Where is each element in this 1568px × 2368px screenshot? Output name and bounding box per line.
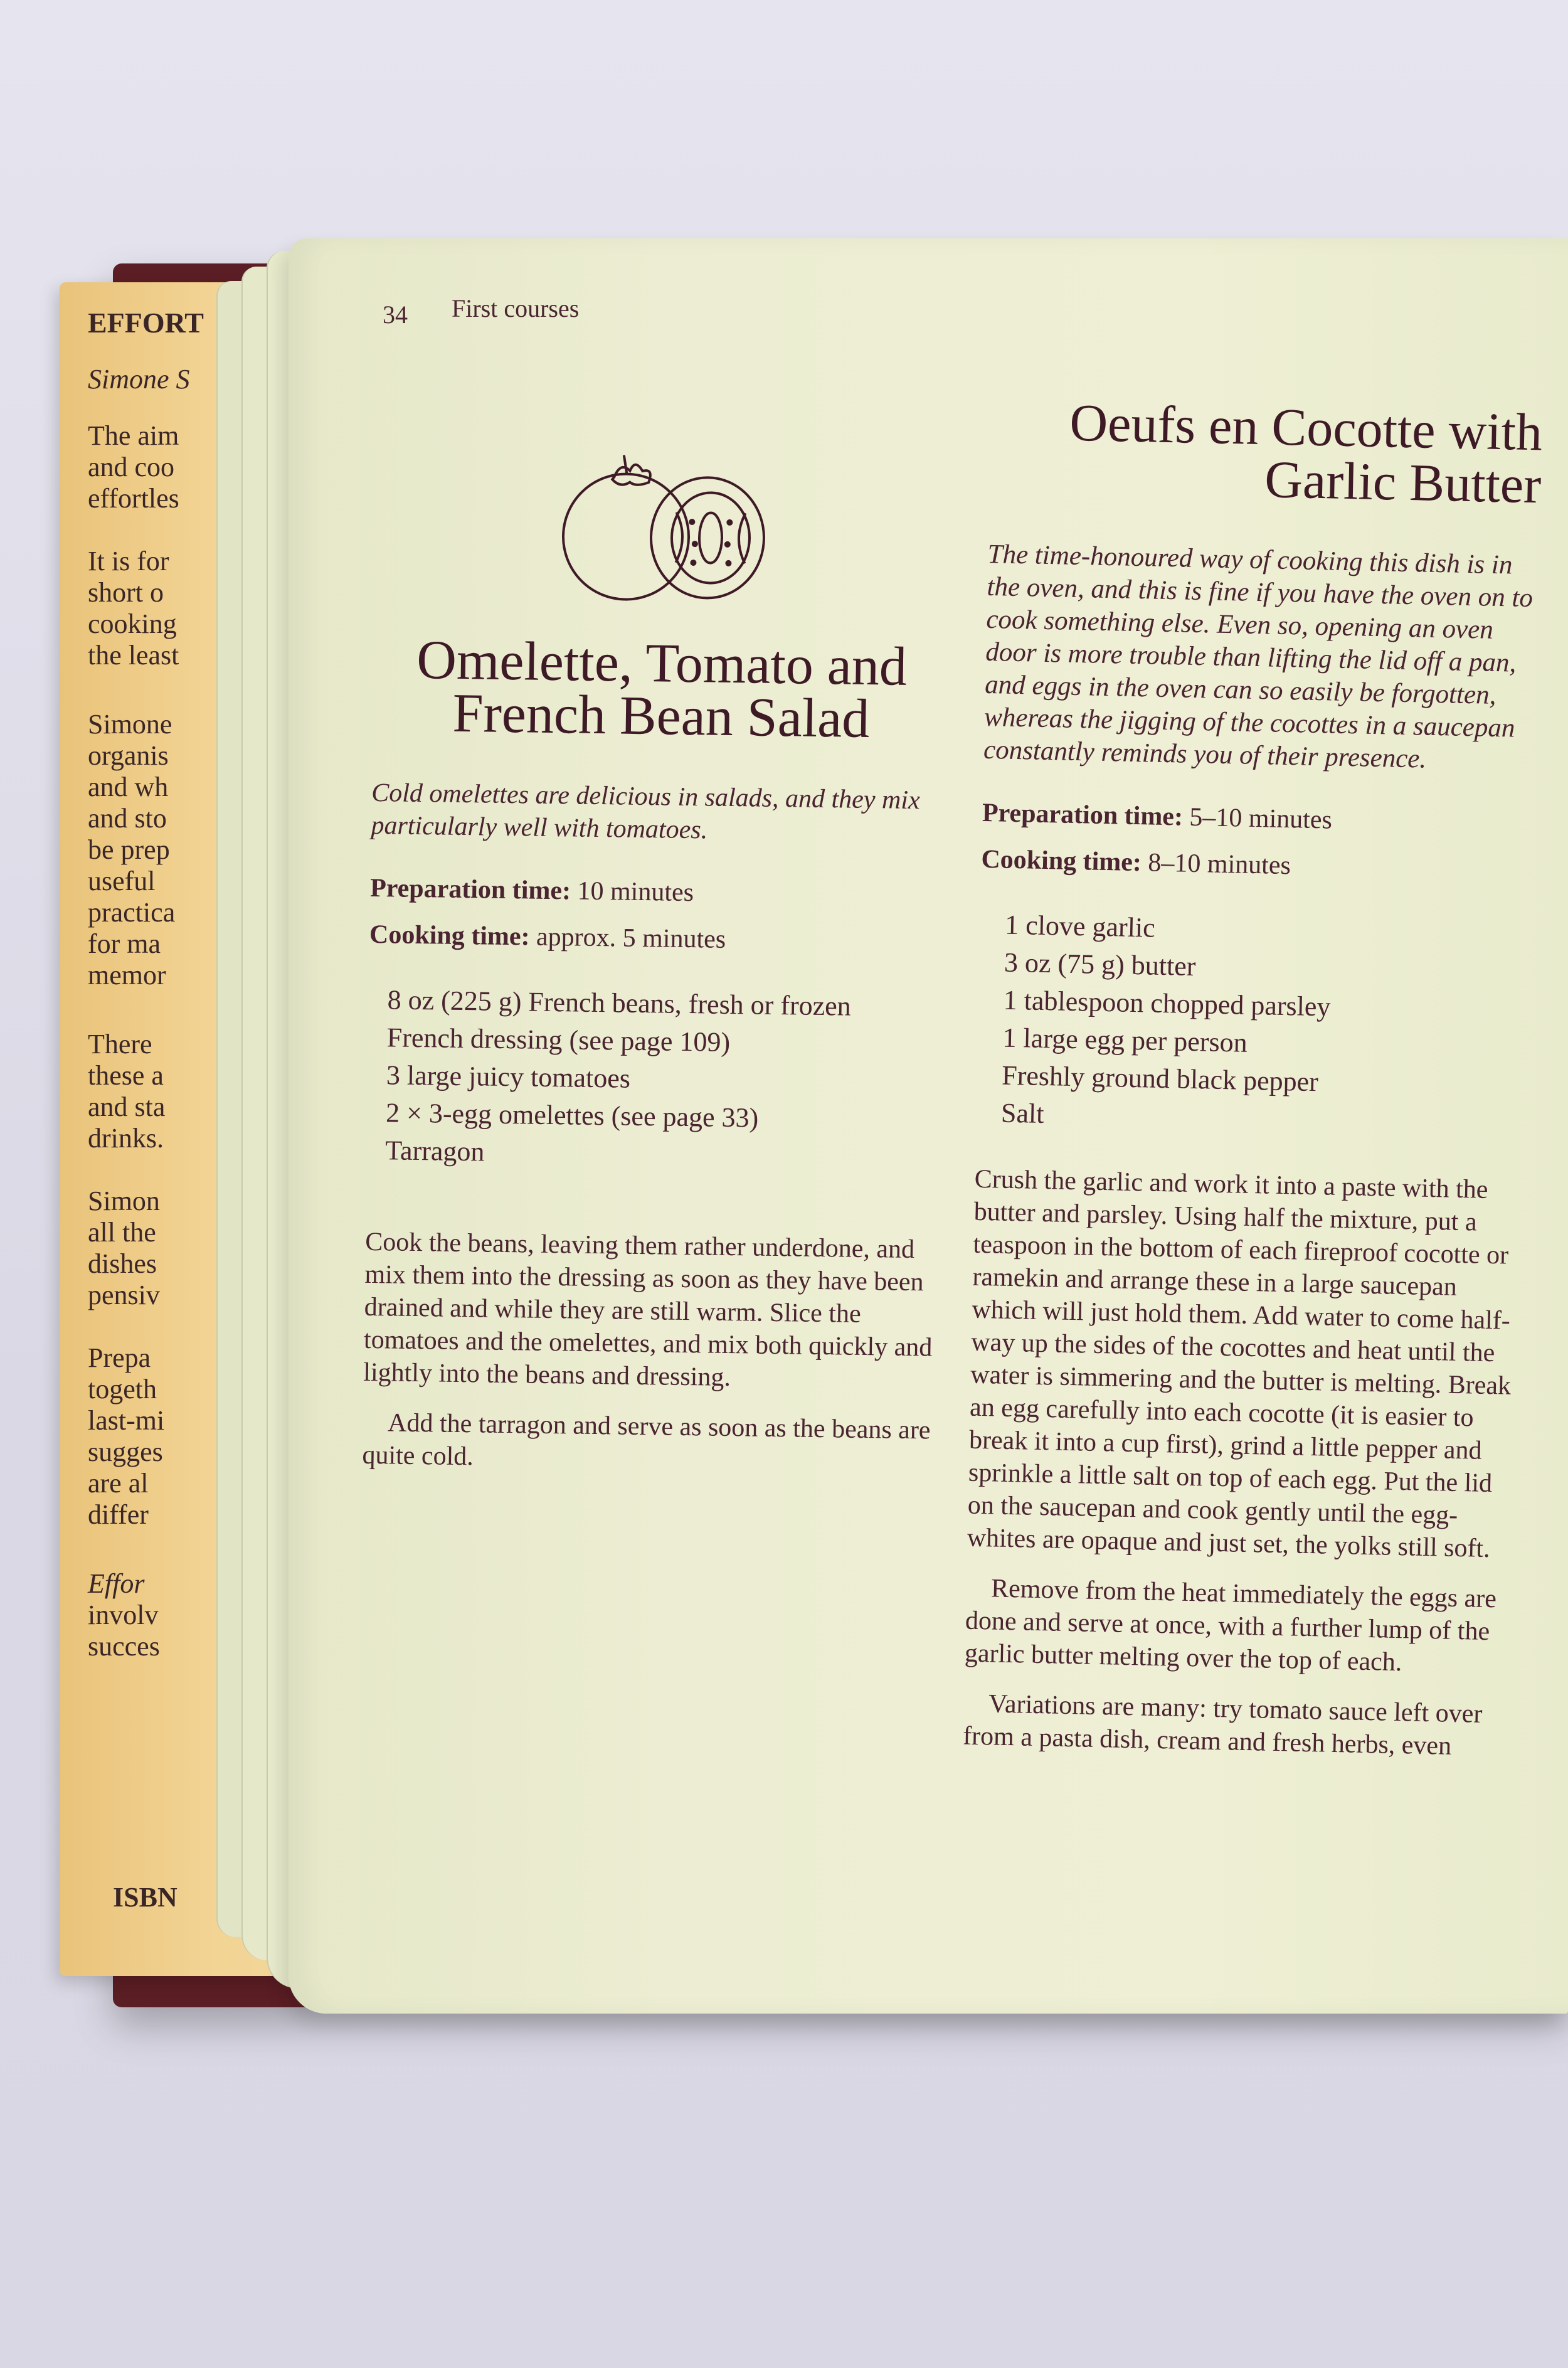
jacket-line: short o: [88, 577, 164, 608]
jacket-line: and sto: [88, 803, 167, 834]
title-line: Oeufs en Cocotte with: [1069, 393, 1543, 462]
right-recipe-title: [988, 393, 1543, 515]
ingredient-item: 8 oz (225 g) French beans, fresh or frozen: [387, 984, 852, 1022]
jacket-line: effortles: [88, 483, 179, 514]
left-ingredient-list: [385, 981, 946, 1177]
left-cook-time: [369, 920, 947, 958]
jacket-line: for ma: [88, 928, 161, 959]
jacket-line: organis: [88, 740, 169, 771]
ingredient-item: 3 oz (75 g) butter: [1004, 947, 1196, 982]
jacket-line: dishes: [88, 1248, 157, 1279]
left-recipe-title: [372, 629, 950, 750]
jacket-line: sugges: [88, 1436, 163, 1467]
jacket-line: and wh: [88, 772, 169, 802]
jacket-line: useful: [88, 866, 156, 896]
cook-value: approx. 5 minutes: [536, 922, 726, 954]
page-number: 34: [383, 300, 408, 329]
jacket-line: differ: [88, 1499, 149, 1530]
cook-label: Cooking time:: [369, 920, 530, 952]
ingredient-item: Salt: [1000, 1097, 1044, 1130]
cook-label: Cooking time:: [981, 844, 1142, 878]
jacket-line: all the: [88, 1217, 156, 1248]
jacket-line: last-mi: [88, 1405, 165, 1436]
title-line: French Bean Salad: [452, 682, 871, 750]
jacket-line: are al: [88, 1468, 149, 1499]
ingredient-item: French dressing (see page 109): [386, 1022, 731, 1058]
jacket-line: It is for: [88, 546, 169, 576]
right-cook-time: [981, 844, 1534, 886]
left-recipe: [362, 445, 953, 1480]
running-header: First courses: [452, 294, 580, 322]
jacket-line: The aim: [88, 420, 179, 451]
jacket-line: There: [88, 1029, 152, 1059]
jacket-line: be prep: [88, 834, 170, 865]
right-recipe: [963, 395, 1543, 1764]
prep-value: 10 minutes: [577, 876, 694, 908]
jacket-line: Simone S: [88, 364, 190, 395]
jacket-line: the least: [88, 640, 179, 671]
jacket-line: Simone: [88, 709, 172, 740]
right-ingredient-list: [1000, 906, 1532, 1144]
method-paragraph: Variations are many: try tomato sauce left over from a pasta dish, cream and fresh herbs, even: [962, 1689, 1483, 1761]
jacket-line: involv: [88, 1600, 159, 1630]
ingredient-item: 1 tablespoon chopped parsley: [1003, 984, 1331, 1022]
cook-value: 8–10 minutes: [1147, 848, 1291, 881]
tomato-illustration: [549, 448, 778, 614]
title-line: Garlic Butter: [1264, 450, 1542, 515]
jacket-line: succes: [88, 1631, 160, 1662]
jacket-line: togeth: [88, 1374, 157, 1404]
right-method: [963, 1163, 1527, 1764]
right-prep-time: [982, 798, 1535, 839]
left-prep-time: [370, 873, 948, 911]
title-line: Omelette, Tomato and: [416, 629, 908, 698]
jacket-line: memor: [88, 960, 166, 990]
jacket-line: Simon: [88, 1186, 160, 1216]
left-recipe-intro: Cold omelettes are delicious in salads, and they mix particularly well with tomatoes.: [371, 778, 920, 845]
ingredient-item: Tarragon: [384, 1135, 485, 1167]
right-recipe-intro: The time-honoured way of cooking this dish is in the oven, and this is fine if you have the oven on to cook something else. Even so, opening an oven door is more trouble than lifting the lid off a pan, and eggs in the oven can so easily be forgotten, whereas the jigging of the cocottes in a saucepan constantly reminds you of their presence.: [983, 539, 1534, 774]
left-method: [362, 1226, 942, 1480]
jacket-line: these a: [88, 1060, 164, 1091]
method-paragraph: Crush the garlic and work it into a paste with the butter and parsley. Using half the mixture, put a teaspoon in the bottom of each fireproof cocotte or ramekin and arrange these in a large saucepan which will just hold them. Add water to come half-way up the sides of the cocottes and heat until the water is simmering and the butter is melting. Break an egg carefully into each cocotte (it is easier to break it into a cup first), grind a little pepper and sprinkle a little salt on top of each egg. Put the lid on the saucepan and cook gently until the egg-whites are opaque and just set, the yolks still soft.: [967, 1164, 1512, 1564]
ingredient-item: 3 large juicy tomatoes: [386, 1059, 631, 1094]
prep-label: Preparation time:: [982, 798, 1184, 832]
jacket-line: practica: [88, 897, 176, 928]
ingredient-item: 2 × 3-egg omelettes (see page 33): [385, 1097, 759, 1134]
method-paragraph: Add the tarragon and serve as soon as the beans are quite cold.: [362, 1408, 931, 1472]
method-paragraph: Cook the beans, leaving them rather underdone, and mix them into the dressing as soon as they have been drained and while they are still warm. Slice the tomatoes and the omelettes, and mix both quickly and lightly into the beans and dressing.: [363, 1227, 933, 1393]
jacket-line: and coo: [88, 452, 175, 482]
jacket-line: Effor: [88, 1568, 145, 1599]
jacket-line: cooking: [88, 608, 177, 639]
ingredient-item: 1 clove garlic: [1004, 909, 1156, 943]
jacket-line: and sta: [88, 1091, 166, 1122]
prep-label: Preparation time:: [369, 873, 571, 906]
jacket-isbn: ISBN: [113, 1882, 177, 1913]
book-page: [289, 238, 1568, 2014]
jacket-line: pensiv: [88, 1280, 160, 1310]
ingredient-item: Freshly ground black pepper: [1001, 1059, 1319, 1098]
method-paragraph: Remove from the heat immediately the eggs are done and serve at once, with a further lump of the garlic butter melting over the top of each.: [964, 1574, 1497, 1677]
ingredient-item: 1 large egg per person: [1002, 1022, 1248, 1058]
jacket-line: Prepa: [88, 1342, 151, 1373]
prep-value: 5–10 minutes: [1189, 802, 1333, 835]
jacket-line: drinks.: [88, 1123, 164, 1154]
jacket-title: EFFORT: [88, 307, 204, 339]
